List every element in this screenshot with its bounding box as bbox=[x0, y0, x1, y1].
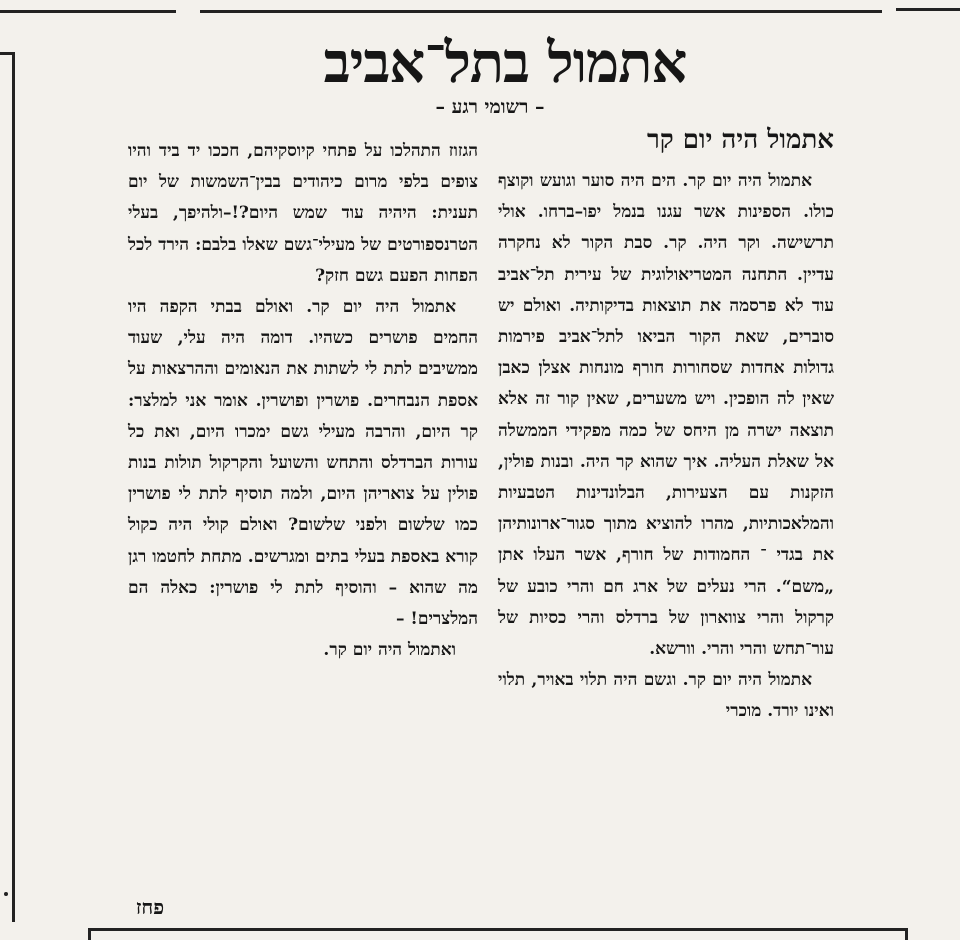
frame-bottom-border bbox=[88, 928, 908, 931]
top-rule-left bbox=[0, 10, 176, 13]
top-rule-center bbox=[200, 10, 882, 13]
article-headline: אתמול בתל־אביב bbox=[323, 30, 687, 96]
right-column bbox=[498, 118, 834, 728]
ink-dot bbox=[4, 892, 8, 896]
top-rule-right bbox=[896, 8, 960, 11]
paragraph: אתמול היה יום קר. ואולם בבתי הקפה היו החמים פושרים כשהיו. דומה היה עלי, שעוד ממשיבים לתת לי לשתות את הנאומים וההרצאות על אספת הנבחרים. פושרין ופושרין. אומר אני למלצר: קר היום, והרבה מעילי גשם ימכרו היום, ואת כל עורות הברדלס והתחש והשועל והקרקול תולות בנות פולין על צואריהן היום, ולמה תוסיף לתת לי פושרין כמו שלשום ולפני שלשום? ואולם קולי היה כקול קורא באספת בעלי בתים ומגרשים. מתחת לחטמו רגן מה שהוא – והוסיף לתת לי פושרין: כאלה הם המלצרים! – bbox=[128, 297, 478, 630]
paragraph: אתמול היה יום קר. וגשם היה תלוי באויר, תלוי ואינו יורד. מוכרי bbox=[498, 670, 834, 722]
author-signature: פחז bbox=[135, 895, 165, 919]
frame-left-border bbox=[12, 52, 15, 922]
frame-bottom-tick-right bbox=[905, 928, 908, 940]
frame-bottom-tick-left bbox=[88, 928, 91, 940]
paragraph: הגזוז התהלכו על פתחי קיוסקיהם, חככו יד ביד והיו צופים בלפי מרום כיהודים בבין־השמשות של יום תענית: היהיה עוד שמש היום?!–ולהיפך, בעלי הטרנספורטים של מעילי־גשם שאלו בלבם: הירד לכל הפחות הפעם גשם חזק? bbox=[128, 141, 478, 286]
column-title: אתמול היה יום קר bbox=[646, 125, 834, 155]
paragraph: אתמול היה יום קר. הים היה סוער וגועש וקוצף כולו. הספינות אשר עגנו בנמל יפו–ברחו. אולי תרשישה. וקר היה. קר. סבת הקור לא נחקרה עדיין. התחנה המטריאולוגית של עירית תל־אביב עוד לא פרסמה את תוצאות בדיקותיה. ואולם יש סוברים, שאת הקור הביאו לתל־אביב פירמות גדולות אחדות שסחורות חורף מונחות אצלן כאבן שאין לה הופכין. ויש משערים, שאין קור זה אלא תוצאה ישרה מן היחס של כמה מפקידי הממשלה אל שאלת העליה. איך שהוא קר היה. ובנות פולין, הזקנות עם הצעירות, הבלונדינות הטבעיות והמלאכותיות, מהרו להוציא מתוך סגור־ארונותיהן את בגדי ־ החמודות של חורף, אשר העלו אתן „משם“. הרי נעלים של ארג חם והרי כובע של קרקול והרי צווארון של ברדלס והרי כסיות של עור־תחש והרי והרי. וורשא. bbox=[498, 171, 834, 660]
left-column bbox=[128, 136, 478, 666]
article-subhead: – רשומי רגע – bbox=[435, 96, 545, 118]
paragraph: ואתמול היה יום קר. bbox=[323, 640, 456, 661]
